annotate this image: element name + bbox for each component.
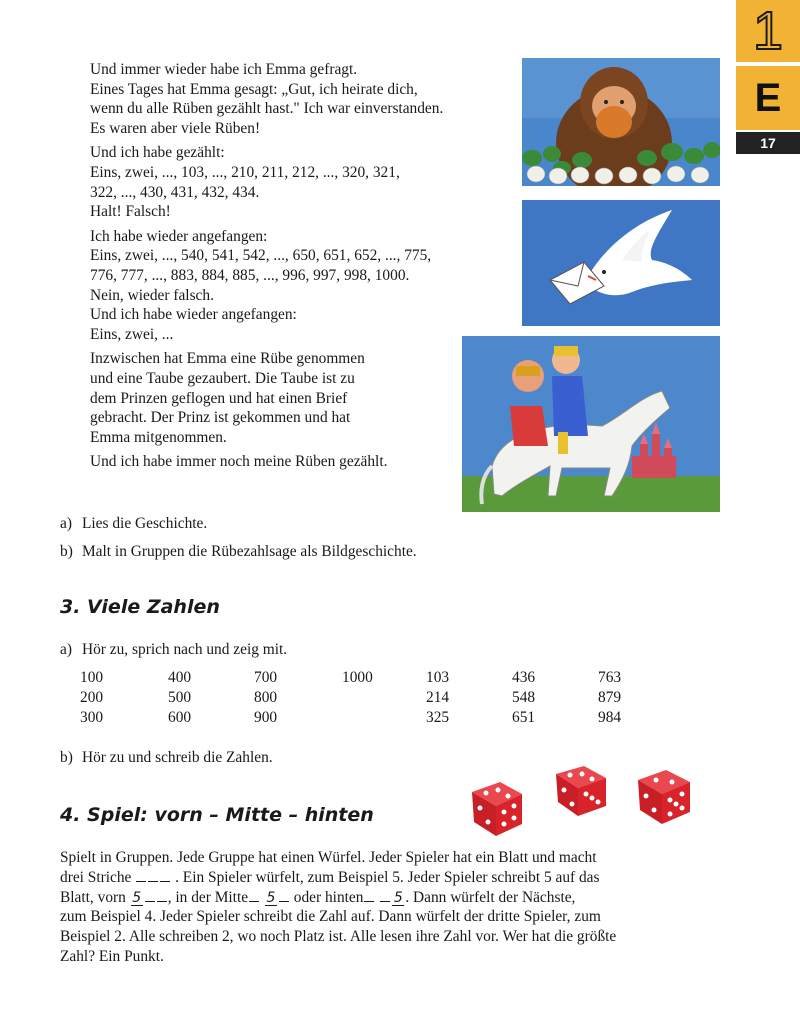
die-3 — [638, 770, 690, 824]
game-text: . Ein Spieler würfelt, zum Beispiel 5. Jeder Spieler schreibt 5 auf das — [175, 868, 600, 886]
blank-line — [157, 889, 167, 902]
number-cell: 325 — [426, 709, 450, 726]
number-cell: 1000 — [342, 669, 373, 686]
story-line: Nein, wieder falsch. — [90, 286, 214, 304]
ruebezahl-illustration — [522, 58, 720, 186]
number-cell: 900 — [254, 709, 278, 726]
number-cell: 103 — [426, 669, 450, 686]
number-cell: 879 — [598, 689, 622, 706]
game-line: zum Beispiel 4. Jeder Spieler schreibt die Zahl auf. Dann würfelt der dritte Spieler, zum — [60, 908, 601, 926]
game-text: drei Striche — [60, 868, 132, 886]
number-cell: 400 — [168, 669, 192, 686]
game-text: Blatt, vorn — [60, 888, 126, 906]
number-cell: 800 — [254, 689, 278, 706]
number-cell: 600 — [168, 709, 192, 726]
story-line: Eins, zwei, ... — [90, 325, 174, 343]
story-line: Eins, zwei, ..., 540, 541, 542, ..., 650, 651, 652, ..., 775, — [90, 247, 432, 265]
task-label: b) — [60, 543, 73, 560]
die-1 — [472, 782, 522, 836]
example-digit: 5 — [266, 889, 276, 906]
number-cell: 548 — [512, 689, 536, 706]
game-text: . Dann würfelt der Nächste, — [405, 888, 576, 906]
number-column — [598, 668, 621, 728]
game-text: oder hinten — [293, 888, 364, 906]
number-cell: 651 — [512, 709, 536, 726]
number-cell: 200 — [80, 689, 104, 706]
game-instructions — [60, 848, 740, 967]
task-3b — [60, 748, 273, 768]
prince-horse-illustration — [462, 336, 720, 512]
blank-line — [249, 889, 259, 902]
example-digit: 5 — [132, 889, 142, 906]
story-line: Eines Tages hat Emma gesagt: „Gut, ich heirate dich, — [90, 80, 418, 98]
story-line: wenn du alle Rüben gezählt hast." Ich war einverstanden. — [90, 100, 444, 118]
number-cell: 984 — [598, 709, 622, 726]
number-cell: 214 — [426, 689, 450, 706]
story-line: Halt! Falsch! — [90, 203, 171, 221]
blank-line — [145, 889, 155, 902]
task-2a — [60, 514, 207, 534]
story-line: Und ich habe immer noch meine Rüben gezählt. — [90, 453, 388, 471]
blank-line — [364, 889, 374, 902]
task-label: a) — [60, 641, 72, 658]
story-line: 322, ..., 430, 431, 432, 434. — [90, 183, 260, 201]
task-text: Hör zu und schreib die Zahlen. — [82, 749, 273, 766]
dice-illustration — [466, 764, 706, 840]
story-line: Emma mitgenommen. — [90, 428, 227, 446]
task-2b — [60, 542, 417, 562]
task-label: a) — [60, 515, 72, 532]
task-3a — [60, 640, 287, 660]
number-column — [342, 668, 373, 688]
game-text: , in der Mitte — [167, 888, 249, 906]
number-cell: 300 — [80, 709, 104, 726]
number-column — [254, 668, 277, 728]
story-line: dem Prinzen geflogen und hat einen Brief — [90, 389, 348, 407]
number-column — [168, 668, 191, 728]
section-4-title: 4. Spiel: vorn – Mitte – hinten — [60, 804, 374, 826]
number-column — [512, 668, 535, 728]
task-text: Hör zu, sprich nach und zeig mit. — [82, 641, 288, 658]
example-digit: 5 — [393, 889, 403, 906]
number-cell: 100 — [80, 669, 104, 686]
story-line: 776, 777, ..., 883, 884, 885, ..., 996, 997, 998, 1000. — [90, 266, 410, 284]
game-line — [60, 868, 740, 888]
section-tab — [736, 66, 800, 130]
section-3-title: 3. Viele Zahlen — [60, 596, 220, 618]
story-line: gebracht. Der Prinz ist gekommen und hat — [90, 409, 351, 427]
section-letter: E — [754, 75, 782, 120]
story-line: Ich habe wieder angefangen: — [90, 227, 268, 245]
dove-illustration — [522, 200, 720, 326]
blank-line — [148, 869, 158, 882]
game-line: Zahl? Ein Punkt. — [60, 947, 164, 965]
story-line: Eins, zwei, ..., 103, ..., 210, 211, 212, ..., 320, 321, — [90, 163, 400, 181]
task-text: Malt in Gruppen die Rübezahlsage als Bildgeschichte. — [82, 543, 417, 560]
number-cell: 500 — [168, 689, 192, 706]
number-cell: 763 — [598, 669, 622, 686]
game-line — [60, 888, 740, 908]
story-line: Und ich habe gezählt: — [90, 144, 225, 162]
story-line: Und immer wieder habe ich Emma gefragt. — [90, 61, 358, 78]
story-line: Und ich habe wieder angefangen: — [90, 306, 297, 324]
chapter-tab — [736, 0, 800, 62]
blank-line — [136, 869, 146, 882]
chapter-number: 1 — [752, 1, 784, 61]
number-column — [426, 668, 449, 728]
blank-line — [380, 889, 390, 902]
task-text: Lies die Geschichte. — [82, 515, 208, 532]
game-line: Spielt in Gruppen. Jede Gruppe hat einen Würfel. Jeder Spieler hat ein Blatt und macht — [60, 849, 597, 866]
page-number: 17 — [736, 132, 800, 154]
number-cell: 436 — [512, 669, 536, 686]
story-line: und eine Taube gezaubert. Die Taube ist zu — [90, 369, 355, 387]
blank-line — [160, 869, 170, 882]
number-cell: 700 — [254, 669, 278, 686]
die-2 — [556, 766, 606, 816]
story-line: Inzwischen hat Emma eine Rübe genommen — [90, 350, 365, 368]
number-column — [80, 668, 103, 728]
task-label: b) — [60, 749, 73, 766]
game-line: Beispiel 2. Alle schreiben 2, wo noch Platz ist. Alle lesen ihre Zahl vor. Wer hat die größte — [60, 928, 617, 946]
blank-line — [279, 889, 289, 902]
story-line: Es waren aber viele Rüben! — [90, 119, 261, 137]
